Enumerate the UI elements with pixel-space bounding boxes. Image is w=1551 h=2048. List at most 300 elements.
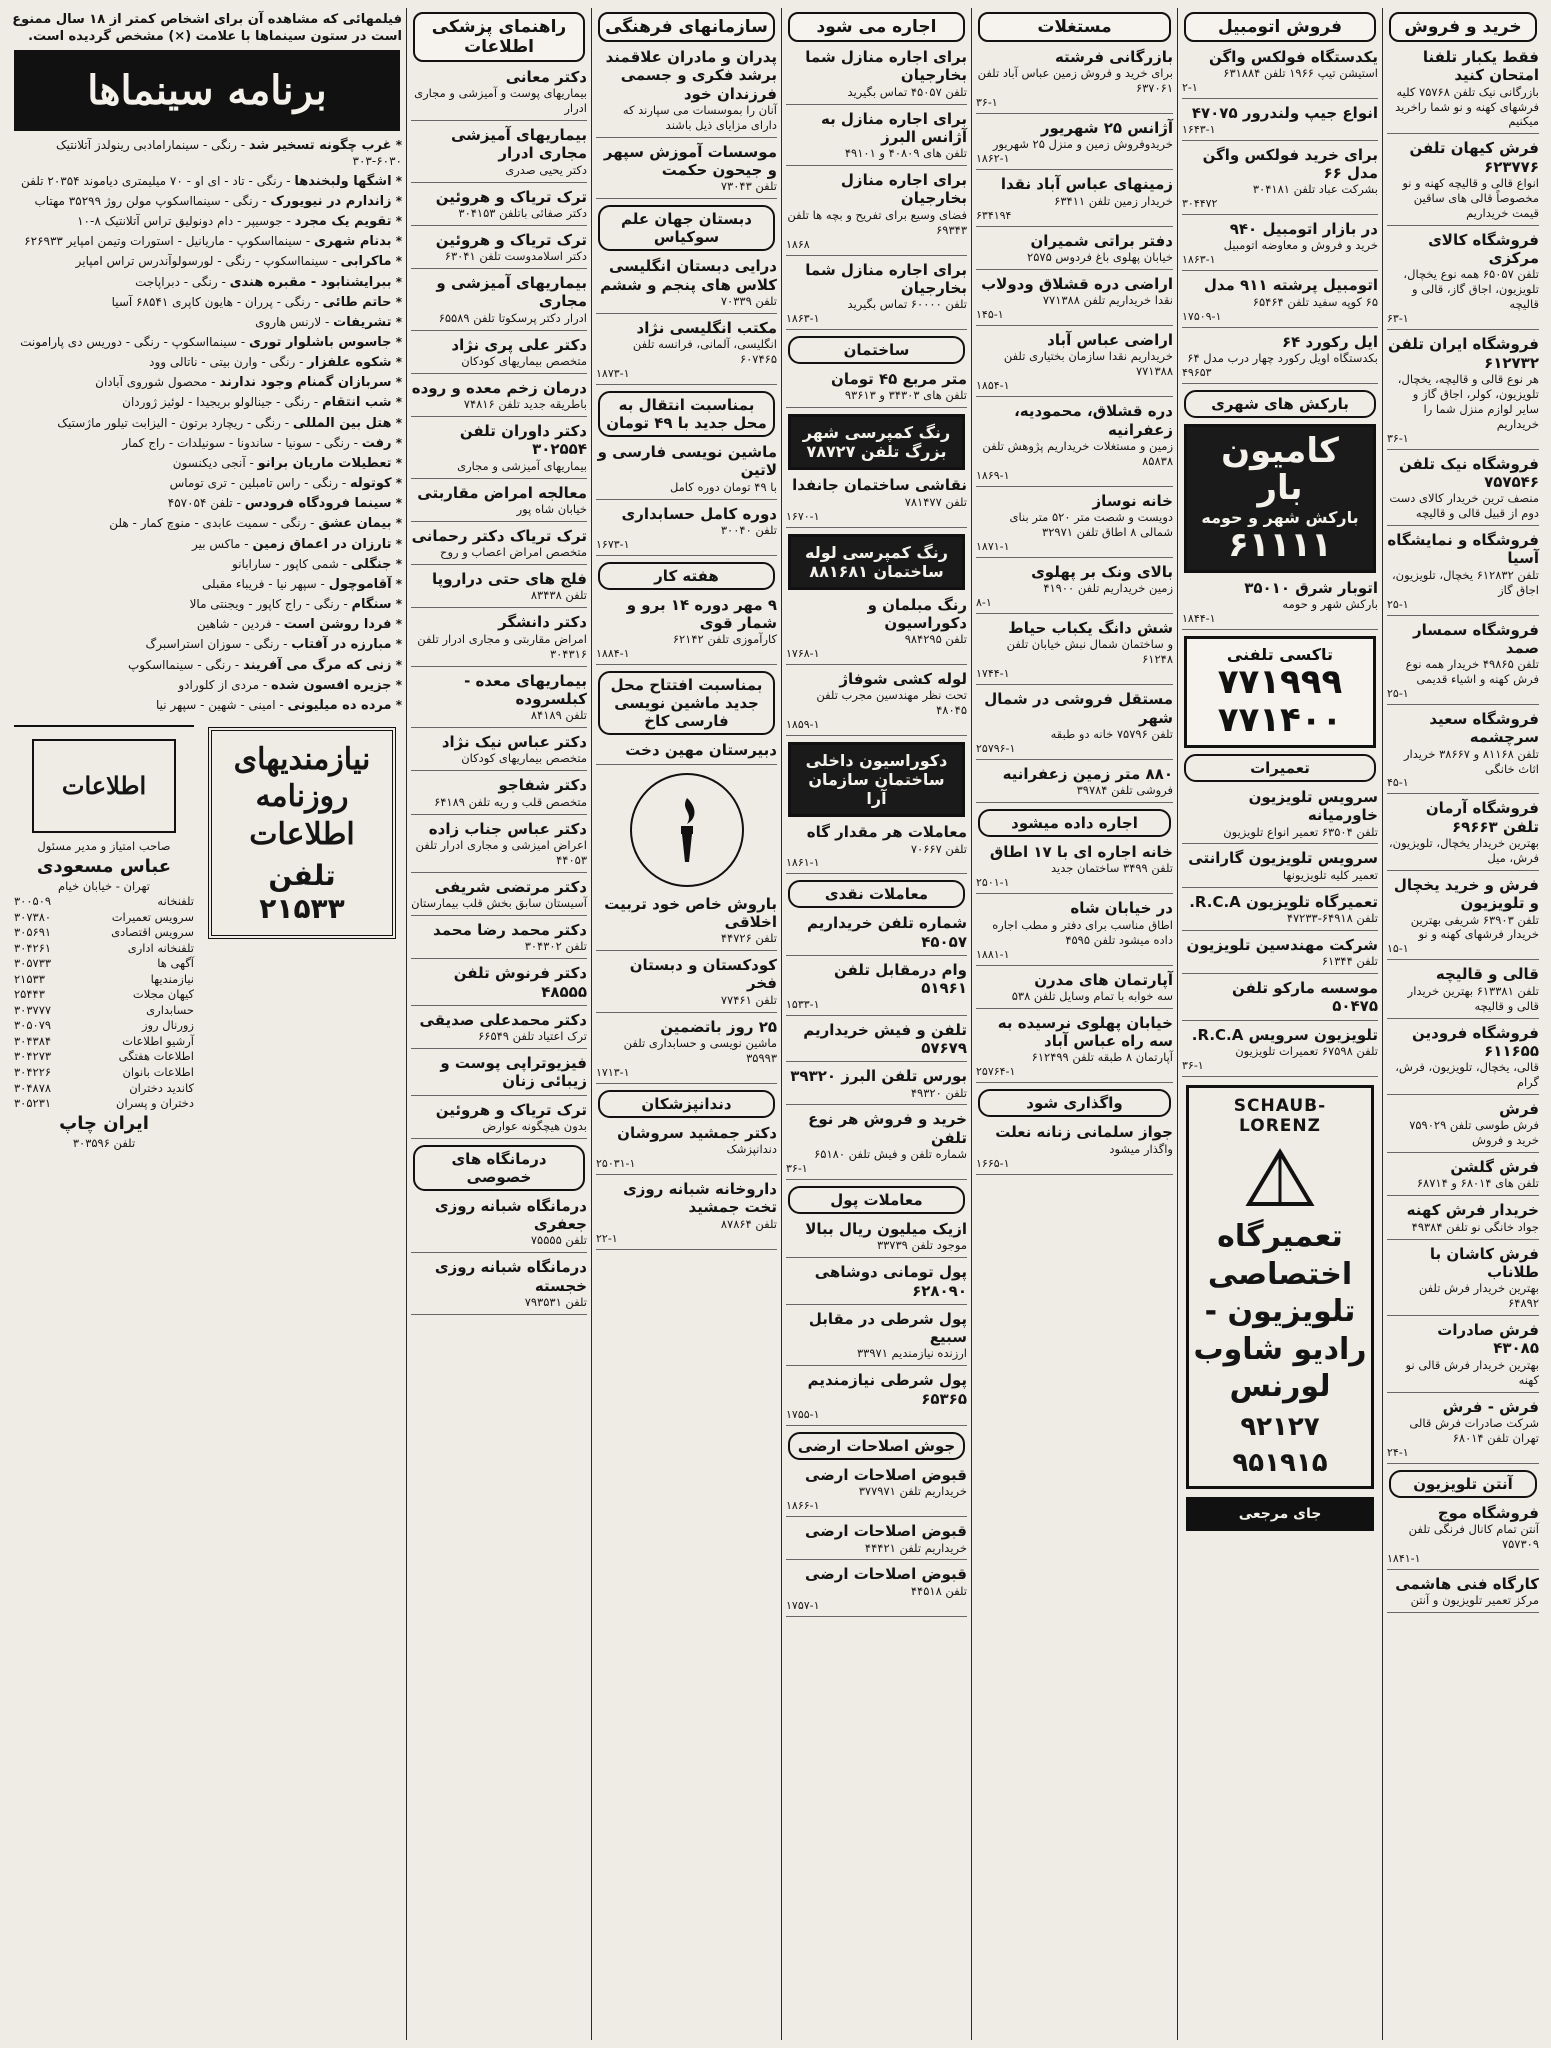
ad-code: ۲۵-۱ bbox=[1387, 597, 1409, 611]
ad-title: کودکستان و دبستان فخر bbox=[629, 956, 777, 993]
ad-title: اتومبیل پرشته ۹۱۱ مدل bbox=[1203, 276, 1378, 295]
ad-list bbox=[786, 914, 967, 1180]
directory-row bbox=[14, 925, 194, 941]
ad-body: تلفن ۳۰۴۳۰۲ bbox=[524, 939, 587, 954]
ad-body: جواد خانگی نو تلفن ۴۹۳۸۴ bbox=[1411, 1219, 1539, 1234]
film-details: سینمااسکوپ - ماریانیل - استورات وتیمن امپایر ۶۲۶۹۳۳ bbox=[24, 234, 302, 249]
ad-item bbox=[411, 1101, 587, 1139]
column-buy-sell bbox=[1382, 8, 1543, 2040]
film-title: تعطیلات ماریان برانو bbox=[257, 455, 392, 471]
ad-title: برای اجاره منازل بخارجیان bbox=[840, 171, 967, 208]
ad-title: دکتر محمدعلی صدیقی bbox=[419, 1010, 587, 1029]
ad-code: ۱۶۴۳-۱ bbox=[1182, 122, 1216, 136]
film-details: تلفن ۴۵۷۰۵۴ bbox=[167, 496, 233, 511]
bullet-icon: * bbox=[391, 254, 402, 269]
ad-body: مرکز تعمیر تلویزیون و آنتن bbox=[1410, 1593, 1539, 1608]
ad-body: تلفن ۴۴۵۱۸ bbox=[910, 1583, 967, 1598]
film-details: مردی از کلورادو bbox=[178, 677, 260, 692]
film-title: حاتم طائی bbox=[322, 294, 392, 310]
cinema-listing bbox=[12, 233, 402, 250]
ad-title: جواز سلمانی زنانه نعلت bbox=[995, 1123, 1173, 1142]
promo-title: تاکسی تلفنی bbox=[1226, 645, 1334, 665]
ad-list bbox=[786, 48, 967, 330]
ad-title: آپارتمان های مدرن bbox=[1034, 970, 1173, 989]
ad-item bbox=[411, 1258, 587, 1315]
ad-item bbox=[411, 613, 587, 666]
ad-title: قبوض اصلاحات ارضی bbox=[805, 1522, 967, 1541]
section-header: معاملات پول bbox=[788, 1186, 965, 1214]
column-rentals bbox=[781, 8, 971, 2040]
ad-item bbox=[596, 956, 777, 1013]
masthead-area bbox=[202, 717, 402, 1159]
film-details: رنگی - پرران - هایون کاپری ۶۸۵۴۱ آسیا bbox=[111, 294, 311, 309]
ad-body: تلفن ۶۱۳۳۸۱ بهترین خریدار قالی و قالیچه bbox=[1407, 983, 1539, 1013]
ad-item bbox=[1387, 231, 1539, 330]
separator: - bbox=[338, 476, 351, 491]
ad-title: دکتر جمشید سروشان bbox=[617, 1123, 777, 1142]
directory-phone: ۳۰۴۸۷۸ bbox=[14, 1080, 52, 1095]
ad-title: بیماریهای معده - کبلسروده bbox=[464, 671, 587, 708]
ad-title: برای اجاره منازل شما بخارجیان bbox=[805, 260, 967, 297]
separator: - bbox=[282, 173, 295, 188]
cinema-listing bbox=[12, 596, 402, 613]
ad-code: ۶۳۴۱۹۴ bbox=[976, 208, 1012, 222]
phone-directory bbox=[14, 894, 194, 1111]
film-details: رنگی - سینمااسکوپ bbox=[127, 657, 232, 672]
directory-row bbox=[14, 894, 194, 910]
ad-title: معالجه امراض مقاربتی bbox=[417, 483, 587, 502]
ad-title: ۹ مهر دوره ۱۴ برو و شمار قوی bbox=[626, 595, 777, 633]
film-details: رنگی - سمیت عابدی - منوچ کمار - هلن bbox=[109, 516, 307, 531]
ad-code: ۱۸۶۸ bbox=[786, 237, 810, 251]
directory-label: تلفنخانه اداری bbox=[127, 940, 194, 955]
directory-label: دختران و پسران bbox=[116, 1096, 194, 1111]
ad-body: بیماریهای پوست و آمیزشی و مجاری ادرار bbox=[414, 86, 587, 116]
ad-title: پول تومانی دوشاهی ۶۲۸۰۹۰ bbox=[814, 1263, 967, 1300]
film-details: رنگی - راس تامبلین - تری توماس bbox=[169, 476, 339, 491]
ad-body: تلفن ۴۹۳۲۰ bbox=[910, 1085, 967, 1100]
separator: - bbox=[231, 657, 244, 672]
printer-phone: تلفن ۳۰۳۵۹۶ bbox=[72, 1135, 136, 1150]
directory-row bbox=[14, 1065, 194, 1081]
directory-phone: ۳۰۵۶۹۱ bbox=[14, 925, 52, 940]
bullet-icon: * bbox=[391, 314, 402, 329]
ad-body: تلفن های ۴۰۸۰۹ و ۴۹۱۰۱ bbox=[844, 146, 967, 161]
ad-body: ماشین نویسی و حسابداری تلفن ۳۵۹۹۳ bbox=[623, 1035, 777, 1065]
ad-body: دکتر صفائی باتلفن ۳۰۴۱۵۳ bbox=[458, 206, 587, 220]
cinema-listing bbox=[12, 253, 402, 270]
ad-body: تلفن ۶۵۰۵۷ همه نوع یخچال، تلویزیون، اجاق گاز، قالی و قالیچه bbox=[1403, 267, 1539, 312]
ad-item bbox=[786, 1466, 967, 1517]
ad-item bbox=[596, 741, 777, 764]
directory-row bbox=[14, 910, 194, 926]
film-title: مرده ده میلیونی bbox=[287, 697, 392, 713]
bullet-icon: * bbox=[391, 335, 402, 350]
ad-item bbox=[1182, 979, 1378, 1021]
directory-label: حسابداری bbox=[146, 1002, 194, 1017]
ad-body: تلفن ۶۷۵۹۸ تعمیرات تلویزیون bbox=[1235, 1044, 1378, 1059]
ad-body: انگلیسی، آلمانی، فرانسه تلفن ۶۰۷۴۶۵ bbox=[632, 337, 777, 367]
ad-body: موجود تلفن ۳۳۷۳۹ bbox=[876, 1238, 967, 1253]
ad-code: ۱۸۷۱-۱ bbox=[976, 539, 1010, 553]
ad-code: ۱۸۶۱-۱ bbox=[786, 856, 820, 870]
separator: - bbox=[310, 395, 323, 410]
ad-body: بازرگانی نیک تلفن ۷۵۷۶۸ کلیه فرشهای کهنه و نو شما راخرید میکنیم bbox=[1395, 84, 1539, 129]
ad-body: تلفن ۷۹۳۵۳۱ bbox=[524, 1295, 587, 1309]
ad-list bbox=[1387, 48, 1539, 1464]
section-header: هفته کار bbox=[598, 562, 775, 590]
classifieds-phone: تلفن ۲۱۵۳۳ bbox=[259, 859, 345, 926]
film-details: رنگی - جینالولو بریجیدا - لوئیز ژوردان bbox=[122, 395, 311, 410]
ad-title: تلفن و فیش خریداریم ۵۷۶۷۹ bbox=[803, 1020, 967, 1057]
ad-title: فروشگاه موج bbox=[1437, 1503, 1539, 1522]
ad-body: خریداریم تلفن ۴۴۴۲۱ bbox=[864, 1540, 967, 1555]
film-details: ماکس بیر bbox=[191, 536, 241, 551]
ad-title: یکدستگاه فولکس واگن bbox=[1208, 48, 1378, 66]
bullet-icon: * bbox=[391, 657, 402, 672]
directory-label: اطلاعات بانوان bbox=[122, 1064, 194, 1079]
ad-item bbox=[786, 1522, 967, 1560]
directory-phone: ۳۰۴۲۲۶ bbox=[14, 1064, 52, 1079]
ad-list bbox=[1387, 1504, 1539, 1613]
ad-body: ۶۵ کوپه سفید تلفن ۶۵۴۶۴ bbox=[1252, 294, 1378, 309]
separator: - bbox=[240, 536, 253, 551]
ad-item bbox=[1182, 936, 1378, 974]
ad-title: برای اجاره منازل به آژانس البرز bbox=[820, 109, 967, 146]
film-title: تارزان در اعماق زمین bbox=[252, 536, 392, 552]
cinema-listing bbox=[12, 294, 402, 311]
ad-body: زمین خریداریم تلفن ۴۱۹۰۰ bbox=[1043, 581, 1173, 596]
ad-title: فرش کاشان با طلاناب bbox=[1429, 1244, 1539, 1281]
cinema-listing bbox=[12, 374, 402, 391]
film-details: رنگی - سینمااسکوپ مولن روژ ۳۵۲۹۹ مهتاب bbox=[34, 193, 259, 208]
ad-body: کارآموزی تلفن ۶۲۱۴۲ bbox=[672, 632, 777, 647]
ad-item bbox=[411, 921, 587, 959]
separator: - bbox=[217, 274, 230, 289]
film-title: بیمان عشق bbox=[318, 516, 392, 532]
ad-body: قالی، یخچال، تلویزیون، فرش، گرام bbox=[1395, 1060, 1539, 1090]
ad-body: امراض مقاربتی و مجاری ادرار تلفن ۳۰۴۳۱۶ bbox=[417, 631, 587, 661]
directory-phone: ۲۵۴۴۳ bbox=[14, 987, 45, 1002]
film-details: جوسیپر - دام دونولیق تراس آتلانتیک ۸-۱۰ bbox=[77, 214, 283, 229]
separator: - bbox=[237, 335, 249, 350]
column-header: خرید و فروش bbox=[1389, 12, 1537, 42]
ad-title: دبیرستان مهین دخت bbox=[625, 741, 777, 760]
separator: - bbox=[275, 697, 288, 712]
ad-item bbox=[411, 484, 587, 522]
ad-item bbox=[596, 319, 777, 385]
ad-list bbox=[976, 48, 1173, 803]
cinema-listing bbox=[12, 455, 402, 472]
separator: - bbox=[258, 193, 271, 208]
cinema-list bbox=[12, 137, 402, 714]
ad-body: تلفن ۶۱۲۸۳۲ یخچال، تلویزیون، اجاق گاز bbox=[1391, 567, 1539, 597]
ad-code: ۱۸۵۹-۱ bbox=[786, 718, 820, 732]
directory-label: کاندید دختران bbox=[129, 1080, 194, 1095]
directory-row bbox=[14, 987, 194, 1003]
ad-title: مستقل فروشی در شمال شهر bbox=[984, 690, 1173, 727]
ad-body: ارزنده نیازمندیم ۳۳۹۷۱ bbox=[856, 1346, 967, 1361]
ad-item bbox=[596, 143, 777, 200]
ad-code: ۱۶۷۳-۱ bbox=[596, 537, 630, 551]
taxi-promo bbox=[1184, 636, 1376, 748]
section-header: واگذاری شود bbox=[978, 1089, 1171, 1117]
classifieds-title: نیازمندیهای روزنامه اطلاعات bbox=[233, 741, 371, 852]
separator: - bbox=[271, 617, 284, 632]
ad-item bbox=[411, 820, 587, 873]
ad-title: تعمیرگاه تلویزیون R.C.A. bbox=[1189, 892, 1378, 911]
ad-title: انواع جیپ ولندرور ۴۷۰۷۵ bbox=[1191, 104, 1378, 123]
film-title: سنگام bbox=[351, 597, 392, 613]
publisher-label: صاحب امتیاز و مدیر مسئول bbox=[37, 838, 171, 853]
section-header: بارکش های شهری bbox=[1184, 390, 1376, 418]
film-title: زاندارم در نیویورک bbox=[270, 193, 392, 209]
separator: - bbox=[302, 234, 314, 249]
classifieds-box bbox=[208, 727, 396, 940]
ad-title: ۸۸۰ متر زمین زعفرانیه bbox=[1002, 764, 1173, 783]
section-header: جوش اصلاحات ارضی bbox=[788, 1432, 965, 1460]
ad-title: فروشگاه فرودین ۶۱۱۶۵۵ bbox=[1412, 1023, 1539, 1060]
ad-code: ۱۷۵۵-۱ bbox=[786, 1407, 820, 1421]
ad-item bbox=[411, 964, 587, 1006]
film-title: سینما فرودگاه فرودس bbox=[244, 496, 392, 512]
bullet-icon: * bbox=[391, 617, 402, 632]
ad-item bbox=[411, 776, 587, 814]
brand-name: SCHAUB-LORENZ bbox=[1233, 1096, 1327, 1137]
ad-title: بیماریهای آمیزشی مجاری ادرار bbox=[450, 126, 587, 163]
directory-phone: ۳۰۰۵۰۹ bbox=[14, 894, 52, 909]
ad-title: خانه اجاره ای با ۱۷ اطاق bbox=[989, 843, 1173, 862]
ad-title: قبوض اصلاحات ارضی bbox=[805, 1565, 967, 1584]
promo-number: ۷۷۱۹۹۹ bbox=[1217, 662, 1343, 703]
ad-body: اطاق مناسب برای دفتر و مطب اجاره داده میشود تلفن ۴۵۹۵ bbox=[992, 917, 1173, 947]
film-title: ببرایشنابود - مقبره هندی bbox=[229, 274, 392, 290]
ad-title: کارگاه فنی هاشمی bbox=[1395, 1574, 1539, 1593]
ad-body: آپارتمان ۸ طبقه تلفن ۶۱۲۴۹۹ bbox=[1031, 1050, 1173, 1065]
column-header: راهنمای پزشکی اطلاعات bbox=[413, 12, 585, 62]
cinema-banner bbox=[14, 50, 400, 131]
ad-item bbox=[411, 1011, 587, 1049]
ad-body: متخصص قلب و ریه تلفن ۶۴۱۸۹ bbox=[434, 794, 587, 809]
directory-row bbox=[14, 1003, 194, 1019]
ad-item bbox=[1387, 1100, 1539, 1153]
ad-code: ۱۶۶۵-۱ bbox=[976, 1156, 1010, 1170]
column-medical bbox=[406, 8, 591, 2040]
truck-promo bbox=[1184, 424, 1376, 573]
ad-body: دکتر اسلامدوست تلفن ۶۳۰۴۱ bbox=[444, 249, 587, 264]
ad-code: ۳۶-۱ bbox=[786, 1162, 808, 1176]
film-title: سربازان گمنام وجود ندارند bbox=[219, 375, 392, 391]
ad-title: برای اجاره منازل شما بخارجیان bbox=[805, 48, 967, 85]
separator: - bbox=[328, 254, 341, 269]
ad-title: ترک تریاک و هروئین bbox=[435, 230, 587, 249]
schaub-lorenz-logo-icon bbox=[1245, 1148, 1315, 1208]
ad-item bbox=[976, 1014, 1173, 1084]
film-title: تقویم یک مجرد bbox=[294, 214, 392, 230]
ad-body: تلفن ۷۵۵۵۵ bbox=[530, 1233, 587, 1248]
ad-title: فرش صادرات ۴۳۰۸۵ bbox=[1437, 1321, 1539, 1358]
ad-title: دکتر شفاجو bbox=[498, 776, 587, 795]
section-header: تعمیرات bbox=[1184, 754, 1376, 782]
bullet-icon: * bbox=[391, 274, 402, 289]
banner-title: برنامه سینماها bbox=[87, 66, 327, 114]
ad-title: اتوبار شرق ۳۵۰۱۰ bbox=[1244, 578, 1378, 597]
ad-item bbox=[1182, 788, 1378, 845]
ad-title: دکتر فرنوش تلفن ۴۸۵۵۵ bbox=[453, 964, 587, 1001]
banner-text: رنگ کمپرسی شهر بزرگ تلفن ۷۸۷۲۷ bbox=[802, 423, 951, 462]
ad-title: دکتر محمد رضا محمد bbox=[433, 920, 587, 939]
ad-body: خیابان پهلوی باغ فردوس ۲۵۷۵ bbox=[1027, 249, 1173, 264]
directory-phone: ۳۰۵۲۳۱ bbox=[14, 1096, 52, 1111]
ad-body: متخصص بیماریهای کودکان bbox=[461, 354, 587, 368]
directory-phone: ۲۱۵۳۳ bbox=[14, 971, 45, 986]
pipe-banner bbox=[788, 534, 965, 590]
ad-title: فرش و خرید یخچال و تلویزیون bbox=[1393, 875, 1539, 913]
ad-title: پول شرطی نیازمندیم ۶۵۳۶۵ bbox=[807, 1371, 967, 1408]
printer-name: ایران چاپ bbox=[59, 1112, 149, 1134]
ad-code: ۱۴۵-۱ bbox=[976, 308, 1004, 322]
ad-body: اعراض امیزشی و مجاری ادرار تلفن ۴۴۰۵۳ bbox=[415, 837, 587, 867]
ad-item bbox=[1182, 276, 1378, 327]
age-restriction-note: فیلمهائی که مشاهده آن برای اشخاص کمتر از ۱۸ سال ممنوع است در ستون سینماها با علامت (×) مشخص گردیده است. bbox=[12, 12, 402, 44]
ad-body: خریدار زمین تلفن ۶۳۴۱۱ bbox=[1054, 193, 1173, 208]
ad-item bbox=[786, 1067, 967, 1105]
ad-title: در خیابان شاه bbox=[1070, 899, 1173, 918]
bullet-icon: * bbox=[391, 355, 402, 370]
column-education bbox=[591, 8, 781, 2040]
directory-row bbox=[14, 1018, 194, 1034]
torch-icon bbox=[652, 790, 722, 870]
ad-title: فروشگاه نیک تلفن ۷۵۷۵۴۶ bbox=[1398, 454, 1539, 491]
ad-item bbox=[976, 843, 1173, 894]
ad-item bbox=[1387, 710, 1539, 794]
ad-item bbox=[976, 119, 1173, 170]
film-details: فردین - شاهین bbox=[196, 617, 272, 632]
separator: - bbox=[279, 637, 292, 652]
ad-code: ۴۵-۱ bbox=[1387, 776, 1409, 790]
ad-item bbox=[1182, 849, 1378, 887]
address: تهران - خیابان خیام bbox=[57, 878, 151, 893]
ad-item bbox=[1387, 876, 1539, 960]
film-title: بدنام شهری bbox=[313, 234, 392, 250]
ad-title: درمانگاه شبانه روزی خجسته bbox=[434, 1258, 587, 1295]
ad-item bbox=[1387, 1504, 1539, 1570]
film-title: ماکرابی bbox=[340, 254, 392, 270]
ad-item bbox=[786, 670, 967, 736]
ad-body: خریداریم تلفن ۳۷۷۹۷۱ bbox=[858, 1484, 967, 1499]
ad-code: ۱۸۷۳-۱ bbox=[596, 367, 630, 380]
bullet-icon: * bbox=[391, 536, 402, 551]
ad-title: خیابان پهلوی نرسیده به سه راه عباس آباد bbox=[997, 1013, 1173, 1051]
cinema-listing bbox=[12, 657, 402, 674]
ad-list bbox=[786, 1220, 967, 1426]
ad-item bbox=[1182, 579, 1378, 630]
ad-body: واگذار میشود bbox=[1109, 1141, 1173, 1156]
ad-body: بکدستگاه اویل رکورد چهار درب مدل ۶۴ bbox=[1187, 350, 1378, 365]
film-details: شمی کاپور - سارابانو bbox=[232, 556, 339, 571]
ad-code: ۲-۱ bbox=[1182, 81, 1198, 95]
ad-title: سرویس تلویزیون گارانتی bbox=[1188, 849, 1378, 868]
directory-phone: ۳۰۵۰۷۹ bbox=[14, 1018, 52, 1033]
ad-code: ۶۳-۱ bbox=[1387, 312, 1409, 326]
ad-item bbox=[786, 476, 967, 527]
separator: - bbox=[321, 314, 334, 329]
ad-list bbox=[786, 476, 967, 527]
separator: - bbox=[245, 455, 258, 470]
ad-code: ۱۸۵۴-۱ bbox=[976, 379, 1010, 393]
film-title: رفت bbox=[361, 435, 392, 451]
ad-item bbox=[411, 68, 587, 121]
ad-body: آنان را بموسسات می سپارند که دارای مزایای ذیل باشند bbox=[622, 102, 777, 132]
ad-title: باروش خاص خود تربیت اخلاقی bbox=[604, 894, 777, 931]
ad-body: تلفن ۷۵۷۹۶ خانه دو طبقه bbox=[1050, 726, 1173, 741]
film-title: تشریفات bbox=[333, 314, 392, 330]
ad-title: فرش کیهان تلفن ۶۲۳۷۷۶ bbox=[1409, 139, 1539, 176]
ad-item bbox=[786, 1110, 967, 1180]
ad-title: داروخانه شبانه روزی تخت جمشید bbox=[623, 1180, 777, 1217]
ad-item bbox=[596, 257, 777, 314]
directory-row bbox=[14, 941, 194, 957]
ad-item bbox=[411, 527, 587, 565]
ad-item bbox=[786, 1220, 967, 1258]
ad-body: تعمیر کلیه تلویزیونها bbox=[1282, 867, 1378, 882]
bullet-icon: * bbox=[391, 214, 402, 229]
promo-subtitle: بارکش شهر و حومه bbox=[1201, 507, 1359, 527]
film-title: اشگها ولبخندها bbox=[294, 173, 392, 189]
ad-item bbox=[1387, 531, 1539, 615]
directory-phone: ۳۰۵۷۳۳ bbox=[14, 956, 52, 971]
directory-phone: ۳۰۳۷۷۷ bbox=[14, 1002, 52, 1017]
ad-item bbox=[786, 823, 967, 874]
directory-row bbox=[14, 1049, 194, 1065]
ad-body: تلفن ۴۴۷۲۶ bbox=[720, 931, 777, 946]
ad-title: برای خرید فولکس واگن مدل ۶۶ bbox=[1202, 145, 1378, 182]
ad-item bbox=[411, 1054, 587, 1096]
ad-item bbox=[976, 402, 1173, 486]
ad-item bbox=[976, 232, 1173, 270]
ad-body: بشرکت عباد تلفن ۳۰۴۱۸۱ bbox=[1252, 182, 1378, 197]
ad-item bbox=[786, 596, 967, 666]
film-details: رنگی - ریچارد برتون - الیزابت تیلور ماژستیک bbox=[57, 415, 281, 430]
cinema-listing bbox=[12, 274, 402, 291]
ad-code: ۱۷۵۰۹-۱ bbox=[1182, 309, 1222, 323]
ad-title: وام درمقابل تلفن ۵۱۹۶۱ bbox=[833, 961, 967, 998]
film-details: محصول شوروی آبادان bbox=[95, 375, 208, 390]
ad-body: با ۴۹ تومان دوره کامل bbox=[669, 479, 777, 494]
film-title: شکوه علفزار bbox=[307, 355, 392, 371]
ad-body: تلفن ۷۸۱۴۷۷ bbox=[904, 494, 967, 509]
cinema-listing bbox=[12, 415, 402, 432]
film-title: غرب چگونه تسخیر شد bbox=[248, 137, 392, 153]
separator: - bbox=[280, 415, 293, 430]
bullet-icon: * bbox=[391, 193, 402, 208]
ad-title: فقط یکبار تلفنا امتحان کنید bbox=[1422, 48, 1539, 85]
separator: - bbox=[306, 516, 319, 531]
ad-item bbox=[1387, 1158, 1539, 1196]
ad-body: تلفن های ۶۸۰۱۴ و ۶۸۷۱۴ bbox=[1416, 1176, 1539, 1191]
separator: - bbox=[259, 677, 271, 692]
ad-body: تلفن ۶۱۳۴۴ bbox=[1321, 954, 1378, 969]
cinema-listing bbox=[12, 616, 402, 633]
cinema-listing bbox=[12, 536, 402, 553]
school-torch-emblem-icon bbox=[630, 773, 744, 887]
ad-body: فرش طوسی تلفن ۷۵۹۰۲۹ خرید و فروش bbox=[1409, 1118, 1539, 1148]
ad-item bbox=[786, 171, 967, 255]
ad-title: شماره تلفن خریداریم ۴۵۰۵۷ bbox=[806, 914, 967, 951]
ad-title: دره قشلاق، محمودیه، زعفرانیه bbox=[1014, 402, 1173, 439]
promo-number: ۶۱۱۱۱ bbox=[1228, 524, 1332, 565]
schaub-phone: ۹۲۱۲۷ bbox=[1240, 1411, 1320, 1442]
